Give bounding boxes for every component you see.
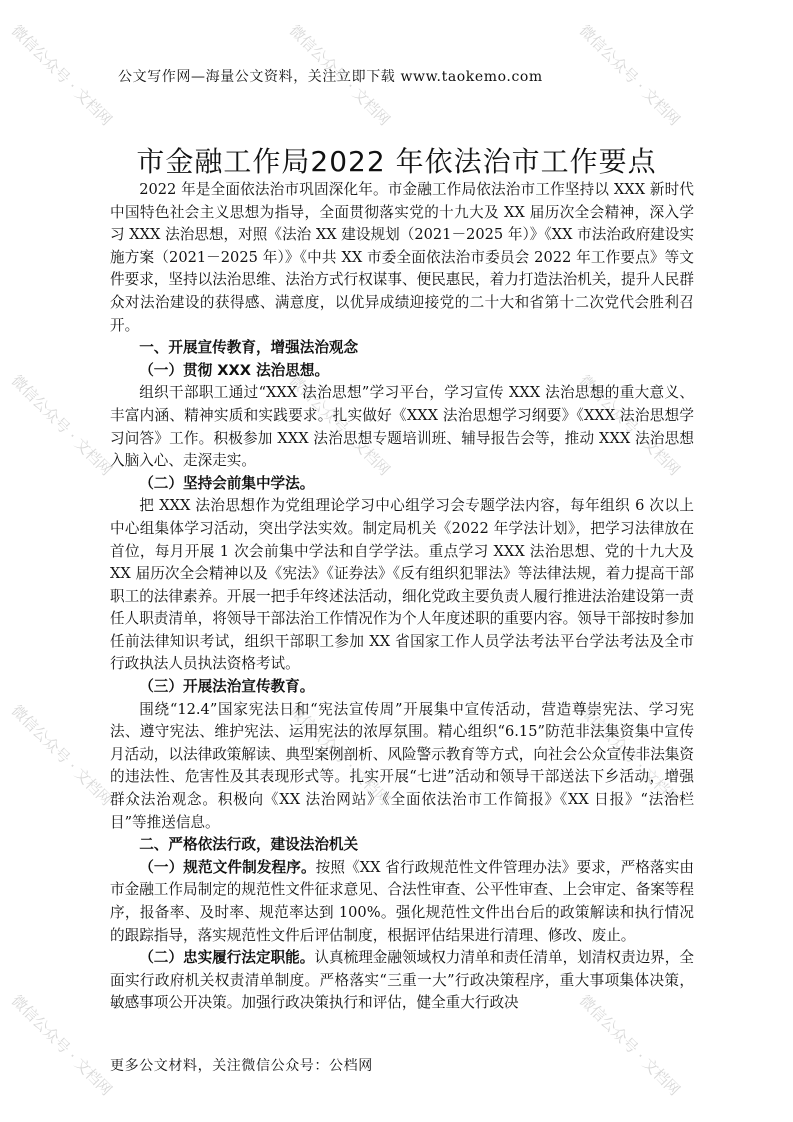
subsection-lead: （一）规范文件制发程序。 — [139, 858, 316, 876]
subsection-lead: （二）忠实履行法定职能。 — [139, 949, 315, 967]
paragraph — [110, 857, 694, 947]
watermark-text: 微信公众号 · 文档网 — [285, 701, 394, 810]
subsection-heading: （三）开展法治宣传教育。 — [139, 678, 315, 696]
document-body — [110, 179, 694, 1015]
subsection-heading: （一）贯彻 XXX 法治思想。 — [139, 361, 330, 379]
watermark-text: 微信公众号 · 文档网 — [7, 21, 116, 130]
watermark-text: 微信公众号 · 文档网 — [7, 371, 116, 480]
paragraph: 围绕“12.4”国家宪法日和“宪法宣传周”开展集中宣传活动，营造尊崇宪法、学习宪法、遵守宪法、维护宪法、运用宪法的浓厚氛围。精心组织“6.15”防范非法集资集中宣传月活动，以法律政策解读、典型案例剖析、风险警示教育等方式，向社会公众宣传非法集资的违法性、危害性及其表现形式等。扎实开展“七进”活动和领导干部送法下乡活动，增强群众法治观念。积极向《XX 法治网站》《全面依法治市工作简报》《XX 日报》“法治栏目”等推送信息。 — [110, 700, 694, 831]
paragraph-text: 按照《XX 省行政规范性文件管理办法》要求，严格落实由市金融工作局制定的规范性文件征求意见、合法性审查、公平性审查、上会审定、备案等程序，报备率、及时率、规范率达到 100%。强化规范性文件出台后的政策解读和执行情况的跟踪指导，落实规范性文件后评估制度，根据评估结果进行清理、修改、废止。 — [110, 858, 694, 944]
paragraph — [110, 947, 694, 1015]
subsection-heading: （二）坚持会前集中学法。 — [139, 474, 315, 492]
paragraph: 组织干部职工通过“XXX 法治思想”学习平台，学习宣传 XXX 法治思想的重大意义、丰富内涵、精神实质和实践要求。扎实做好《XXX 法治思想学习纲要》《XXX 法治思想学习问答》工作。积极参加 XXX 法治思想专题培训班、辅导报告会等，推动 XXX 法治思想入脑入心、走深走实。 — [110, 384, 694, 470]
watermark-text: 微信公众号 · 文档网 — [575, 21, 684, 130]
watermark-text: 微信公众号 · 文档网 — [285, 371, 394, 480]
section-heading: 一、开展宣传教育，增强法治观念 — [139, 339, 359, 357]
page-header: 公文写作网—海量公文资料，关注立即下载 www.taokemo.com — [118, 69, 543, 85]
paragraph: 把 XXX 法治思想作为党组理论学习中心组学习会专题学法内容，每年组织 6 次以上中心组集体学习活动，突出学法实效。制定局机关《2022 年学法计划》，把学习法律放在首位，每月开展 1 次会前集中学法和自学学法。重点学习 XXX 法治思想、党的十九大及 XX 届历次全会精神以及《宪法》《证券法》《反有组织犯罪法》等法律法规，着力提高干部职工的法律素养。开展一把手年终述法活动，细化党政主要负责人履行推进法治建设第一责任人职责清单，将领导干部法治工作情况作为个人年度述职的重要内容。领导干部按时参加任前法律知识考试，组织干部职工参加 XX 省国家工作人员学法考法平台学法考法及全市行政执法人员执法资格考试。 — [110, 497, 694, 673]
watermark-text: 微信公众号 · 文档网 — [575, 991, 684, 1100]
page-footer: 更多公文材料，关注微信公众号：公档网 — [110, 1058, 373, 1074]
watermark-text: 微信公众号 · 文档网 — [7, 701, 116, 810]
section-heading: 二、严格依法行政，建设法治机关 — [139, 836, 359, 854]
watermark-text: 微信公众号 · 文档网 — [575, 371, 684, 480]
watermark-text: 微信公众号 · 文档网 — [7, 991, 116, 1100]
document-title: 市金融工作局2022 年依法治市工作要点 — [136, 145, 657, 178]
watermark-text: 微信公众号 · 文档网 — [575, 701, 684, 810]
intro-paragraph: 2022 年是全面依法治市巩固深化年。市金融工作局依法治市工作坚持以 XXX 新时代中国特色社会主义思想为指导，全面贯彻落实党的十九大及 XX 届历次全会精神，深入学习 XXX 法治思想，对照《法治 XX 建设规划（2021－2025 年）》《XX 市法治政府建设实施方案（2021－2025 年）》《中共 XX 市委全面依法治市委员会 2022 年工作要点》等文件要求，坚持以法治思维、法治方式行权谋事、便民惠民，着力打造法治机关，提升人民群众对法治建设的获得感、满意度，以优异成绩迎接党的二十大和省第十二次党代会胜利召开。 — [110, 181, 694, 334]
paragraph-text: 认真梳理金融领域权力清单和责任清单，划清权责边界，全面实行政府机关权责清单制度。严格落实“三重一大”行政决策程序，重大事项集体决策，敏感事项公开决策。加强行政决策执行和评估，健全重大行政决 — [110, 949, 694, 1012]
watermark-text: 微信公众号 · 文档网 — [285, 21, 394, 130]
